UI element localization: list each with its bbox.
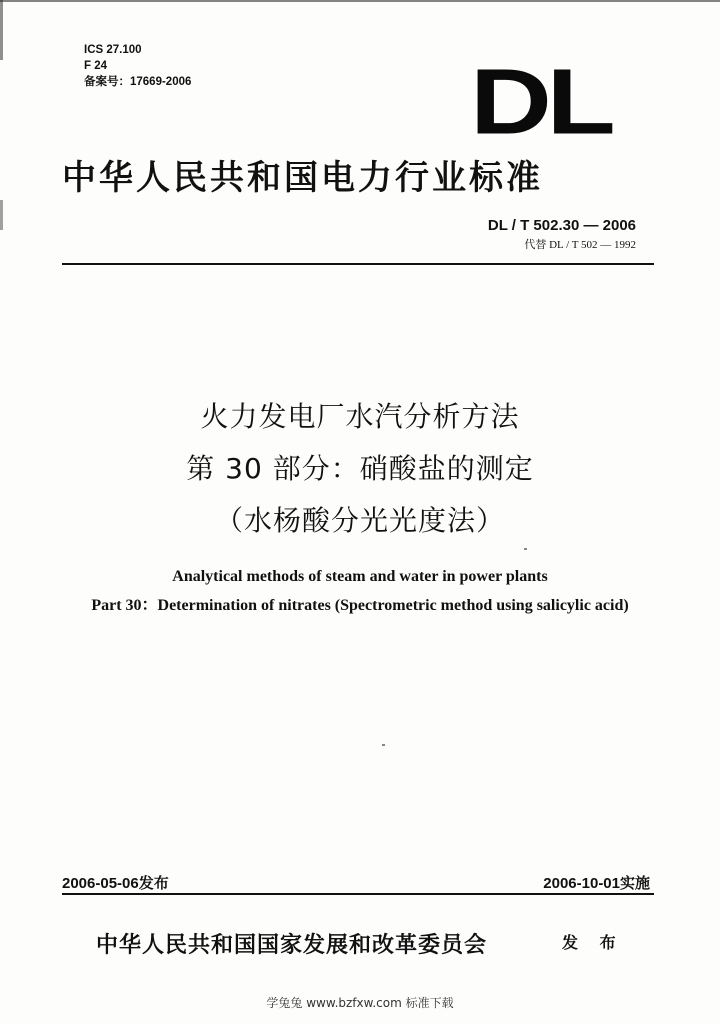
scan-speck (524, 548, 527, 550)
standard-number: DL / T 502.30 — 2006 (487, 217, 636, 234)
issuer-name: 中华人民共和国国家发展和改革委员会 (96, 932, 488, 958)
title-en-line1: Analytical methods of steam and water in power plants (172, 568, 548, 585)
replaces-standard: 代替 DL / T 502 — 1992 (524, 239, 636, 251)
category-code: F 24 (84, 60, 108, 72)
issuing-body-title: 中华人民共和国电力行业标准 (62, 158, 543, 198)
title-cn-line2: 第 30 部分：硝酸盐的测定 (186, 452, 534, 485)
scan-top-edge (0, 0, 720, 2)
date-divider (62, 893, 654, 895)
filing-number: 备案号：17669-2006 (84, 76, 192, 88)
title-cn-line3: （水杨酸分光光度法） (214, 504, 505, 537)
ics-code: ICS 27.100 (84, 44, 142, 56)
footer-watermark: 学兔兔 www.bzfxw.com 标准下载 (266, 996, 454, 1010)
scan-speck (382, 744, 385, 746)
effective-date: 2006-10-01实施 (543, 875, 650, 892)
header-divider (62, 263, 654, 265)
issue-label: 发 布 (562, 933, 624, 952)
dl-logo: DL (470, 49, 611, 154)
title-cn-line1: 火力发电厂水汽分析方法 (200, 400, 520, 433)
title-en-line2: Part 30：Determination of nitrates (Spectrometric method using salicylic acid) (91, 597, 629, 614)
publish-date: 2006-05-06发布 (62, 875, 169, 892)
